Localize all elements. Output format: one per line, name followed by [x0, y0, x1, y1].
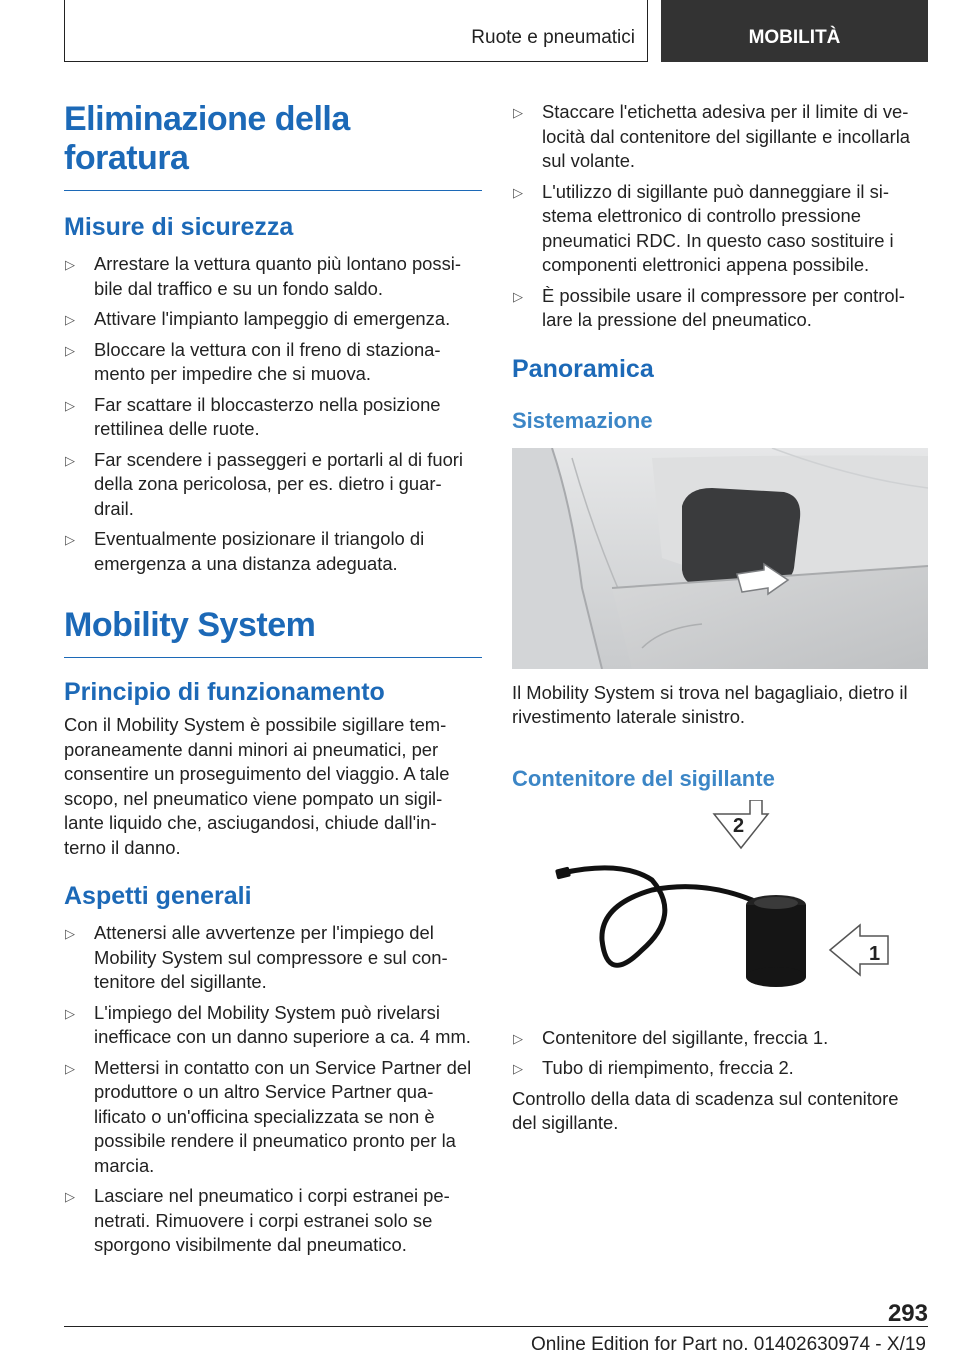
chapter-tab: MOBILITÀ [661, 0, 928, 62]
list-item: ▷ L'utilizzo di sigillante può danneggiare il si- stema elettronico di controllo pressione pneumatici RDC. In questo caso sostituire i componenti elettronici appena possibile. [513, 180, 894, 275]
triangle-bullet-icon: ▷ [65, 257, 75, 272]
triangle-bullet-icon: ▷ [513, 184, 523, 200]
limit-list [512, 100, 928, 333]
list-item: ▷ Tubo di riempimento, freccia 2. [512, 1056, 928, 1081]
triangle-bullet-icon: ▷ [513, 1061, 523, 1076]
safety-heading: Misure di sicurezza [64, 213, 294, 241]
triangle-bullet-icon: ▷ [65, 342, 75, 358]
trunk-illustration [512, 448, 928, 669]
list-item: ▷ L'impiego del Mobility System può rivelarsi inefficace con un danno superiore a ca. 4 mm. [65, 1001, 471, 1047]
general-heading: Aspetti generali [64, 882, 252, 910]
triangle-bullet-icon: ▷ [65, 452, 75, 468]
left-column [64, 100, 482, 1264]
arrow-label-1: 1 [869, 942, 881, 965]
safety-list [64, 252, 482, 576]
right-column [512, 100, 928, 1136]
triangle-bullet-icon: ▷ [65, 397, 75, 413]
container-list [512, 1026, 928, 1081]
trunk-image [512, 448, 928, 669]
footer-rule [64, 1326, 928, 1327]
placement-caption: Il Mobility System si trova nel bagagliaio, dietro il rivestimento laterale sinistro. [512, 681, 908, 727]
overview-heading: Panoramica [512, 354, 654, 383]
edition-text: Online Edition for Part no. 01402630974 - X/19 [530, 1334, 926, 1355]
triangle-bullet-icon: ▷ [65, 926, 75, 941]
sealant-container-image [512, 800, 928, 1010]
list-item: ▷ Attivare l'impianto lampeggio di emergenza. [64, 307, 482, 332]
page-title: Eliminazione della foratura [64, 100, 482, 191]
triangle-bullet-icon: ▷ [65, 532, 75, 547]
triangle-bullet-icon: ▷ [65, 1060, 75, 1076]
list-item: ▷ Staccare l'etichetta adesiva per il limite di ve- locità dal contenitore del sigillante e incollarla sul volante. [513, 101, 911, 171]
page-header [64, 0, 928, 64]
list-item: ▷ Far scendere i passeggeri e portarli al di fuori della zona pericolosa, per es. dietro i guar- drail. [65, 448, 464, 519]
container-heading: Contenitore del sigillante [512, 765, 775, 791]
placement-heading: Sistemazione [512, 407, 653, 433]
principle-heading: Principio di funzionamento [64, 678, 385, 706]
list-item: ▷ Eventualmente posizionare il triangolo di emergenza a una distanza adeguata. [65, 528, 425, 574]
triangle-bullet-icon: ▷ [513, 105, 523, 120]
list-item: ▷ Contenitore del sigillante, freccia 1. [512, 1026, 928, 1051]
list-item: ▷ Lasciare nel pneumatico i corpi estranei pe- netrati. Rimuovere i corpi estranei solo se sporgono visibilmente dal pneumatico. [65, 1185, 450, 1255]
page-number: 293 [887, 1300, 928, 1327]
sealant-container-illustration [512, 800, 928, 1010]
list-item: ▷ Far scattare il bloccasterzo nella posizione rettilinea delle ruote. [65, 393, 441, 439]
principle-text: Con il Mobility System è possibile sigillare tem- poraneamente danni minori ai pneumatici, per consentire un proseguimento del viaggio. A tale scopo, nel pneumatico viene pompato un sigil- lante liquido che, asciugandosi, chiude dall'in- terno il danno. [64, 714, 450, 858]
arrow-label-2: 2 [733, 814, 745, 837]
container-note: Controllo della data di scadenza sul contenitore del sigillante. [512, 1087, 899, 1133]
list-item: ▷ Arrestare la vettura quanto più lontano possi- bile dal traffico e su un fondo saldo. [65, 253, 462, 299]
triangle-bullet-icon: ▷ [65, 1005, 75, 1021]
general-list [64, 921, 482, 1258]
triangle-bullet-icon: ▷ [65, 1189, 75, 1204]
section-title: Ruote e pneumatici [64, 0, 648, 62]
triangle-bullet-icon: ▷ [513, 1030, 523, 1046]
list-item: ▷ Attenersi alle avvertenze per l'impiego del Mobility System sul compressore e sul con- tenitore del sigillante. [65, 922, 448, 992]
list-item: ▷ Mettersi in contatto con un Service Partner del produttore o un altro Service Partner qua- lificato o un'officina specializzata se non è possibile rendere il pneumatico pronto per la marcia. [65, 1056, 472, 1176]
triangle-bullet-icon: ▷ [513, 288, 523, 304]
triangle-bullet-icon: ▷ [65, 312, 75, 327]
mobility-system-title: Mobility System [64, 606, 482, 658]
list-item: ▷ Bloccare la vettura con il freno di staziona- mento per impedire che si muova. [65, 338, 441, 384]
list-item: ▷ È possibile usare il compressore per control- lare la pressione del pneumatico. [513, 284, 905, 330]
